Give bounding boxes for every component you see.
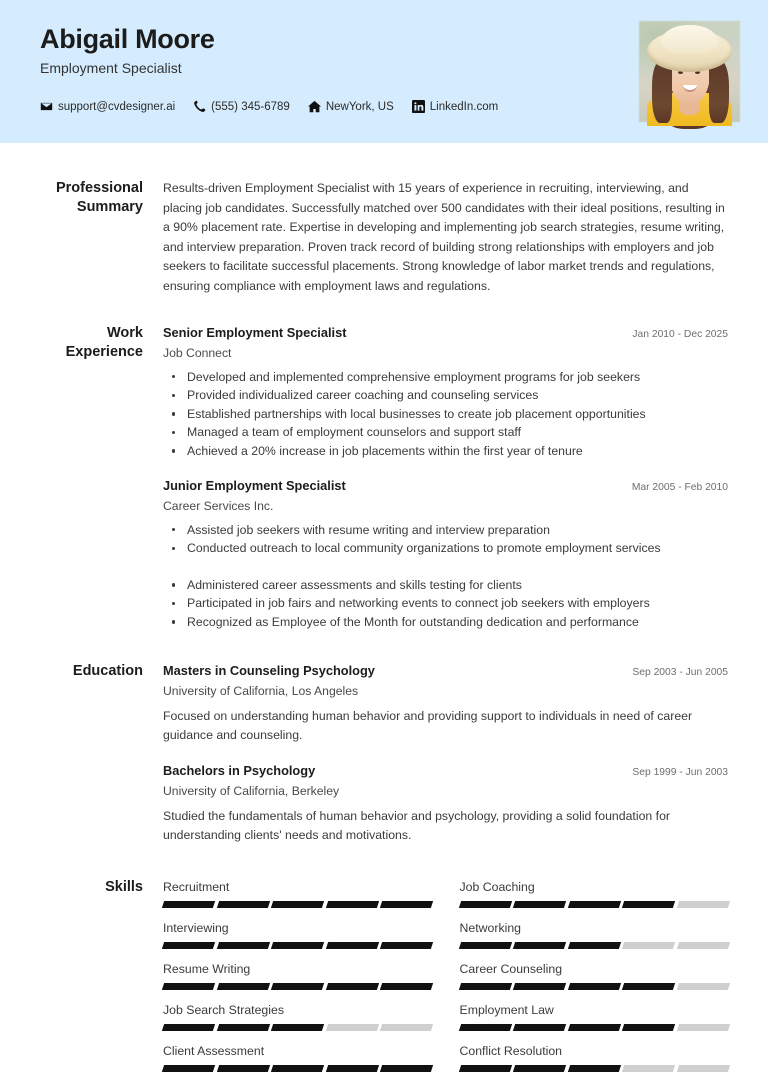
job-title: Employment Specialist <box>40 60 182 76</box>
contact-location[interactable] <box>308 100 394 113</box>
skill-level-segment <box>380 901 433 908</box>
skill-level-segment <box>216 1065 269 1072</box>
list-item: Provided individualized career coaching and counseling services <box>163 386 728 405</box>
education-entry-title: Masters in Counseling Psychology <box>163 662 375 678</box>
skill-level-segment <box>458 901 511 908</box>
summary-body <box>163 179 728 297</box>
skill-level-segment <box>216 942 269 949</box>
skill-name: Job Coaching <box>459 879 535 894</box>
skill-name: Job Search Strategies <box>163 1002 284 1017</box>
work-entry-date: Jan 2010 - Dec 2025 <box>632 328 728 340</box>
skill-item <box>460 960 729 1001</box>
skill-level-segment <box>325 1065 378 1072</box>
skill-name: Networking <box>459 920 522 935</box>
work-entry-title: Senior Employment Specialist <box>163 324 347 340</box>
skill-level-segment <box>676 942 729 949</box>
work-entry <box>163 324 728 461</box>
section-skills <box>40 846 728 1083</box>
skill-level-bar <box>460 1024 729 1031</box>
work-entry-bullets <box>163 368 728 461</box>
skill-level-segment <box>622 942 675 949</box>
skill-level-segment <box>567 1065 620 1072</box>
skill-name: Client Assessment <box>163 1043 265 1058</box>
education-entry-date: Sep 1999 - Jun 2003 <box>632 766 728 778</box>
education-entry-head <box>163 662 728 681</box>
home-icon <box>308 100 321 113</box>
education-entry <box>163 662 728 746</box>
work-entry-head <box>163 324 728 343</box>
skill-item <box>163 878 432 919</box>
skill-level-segment <box>513 942 566 949</box>
skill-level-bar <box>163 1065 432 1072</box>
skill-level-segment <box>216 983 269 990</box>
skill-level-segment <box>271 942 324 949</box>
contact-location-text: NewYork, US <box>325 100 394 113</box>
skill-level-segment <box>325 942 378 949</box>
skill-item <box>163 1042 432 1083</box>
list-item: Administered career assessments and skills testing for clients <box>163 576 728 595</box>
section-education <box>40 632 728 846</box>
skill-level-segment <box>271 1024 324 1031</box>
skill-level-segment <box>162 1065 215 1072</box>
section-label-summary: Professional Summary <box>55 180 143 215</box>
education-entry-head <box>163 762 728 781</box>
page-title: Abigail Moore <box>40 24 215 54</box>
skill-level-bar <box>163 942 432 949</box>
work-body <box>163 324 728 632</box>
contact-linkedin[interactable] <box>412 100 498 113</box>
skill-item <box>460 1042 729 1083</box>
skill-level-bar <box>163 901 432 908</box>
work-entry <box>163 477 728 632</box>
skill-level-segment <box>458 942 511 949</box>
list-item: Achieved a 20% increase in job placements within the first year of tenure <box>163 442 728 461</box>
linkedin-icon <box>412 100 425 113</box>
resume-body <box>0 143 768 1083</box>
phone-icon <box>193 100 206 113</box>
skill-level-segment <box>162 901 215 908</box>
skill-level-segment <box>622 901 675 908</box>
skill-level-bar <box>163 983 432 990</box>
education-entry-title: Bachelors in Psychology <box>163 762 316 778</box>
contact-row <box>40 100 728 113</box>
resume-header <box>0 0 768 143</box>
education-entry-organization: University of California, Berkeley <box>163 783 340 798</box>
skill-item <box>460 878 729 919</box>
skill-level-segment <box>458 1065 511 1072</box>
avatar-hair-left <box>652 61 672 123</box>
list-item: Recognized as Employee of the Month for outstanding dedication and performance <box>163 613 728 632</box>
skill-level-segment <box>676 1065 729 1072</box>
skill-level-segment <box>380 983 433 990</box>
contact-phone-text: (555) 345-6789 <box>211 100 290 113</box>
education-entry <box>163 762 728 846</box>
skill-level-segment <box>271 983 324 990</box>
avatar <box>639 21 740 122</box>
skill-level-segment <box>380 1024 433 1031</box>
work-entry-organization: Job Connect <box>163 345 232 360</box>
list-item: Established partnerships with local businesses to create job placement opportunities <box>163 405 728 424</box>
skill-level-segment <box>325 983 378 990</box>
skill-name: Resume Writing <box>163 961 251 976</box>
education-entry-date: Sep 2003 - Jun 2005 <box>632 666 728 678</box>
skill-level-segment <box>676 1024 729 1031</box>
skill-item <box>163 960 432 1001</box>
skill-name: Career Counseling <box>459 961 563 976</box>
skill-item <box>460 1001 729 1042</box>
skill-level-segment <box>380 1065 433 1072</box>
skill-level-segment <box>162 983 215 990</box>
skill-level-segment <box>380 942 433 949</box>
skill-level-segment <box>162 942 215 949</box>
skill-level-segment <box>216 901 269 908</box>
list-item: Developed and implemented comprehensive employment programs for job seekers <box>163 368 728 387</box>
skill-level-segment <box>567 1024 620 1031</box>
skill-level-bar <box>163 1024 432 1031</box>
education-entry-description: Focused on understanding human behavior and providing support to individuals in need of career guidance and counseling. <box>163 708 693 743</box>
skill-level-bar <box>460 942 729 949</box>
contact-email[interactable] <box>40 100 175 113</box>
skill-level-segment <box>622 1065 675 1072</box>
skill-level-segment <box>513 901 566 908</box>
skill-level-segment <box>676 983 729 990</box>
skill-level-bar <box>460 983 729 990</box>
skill-level-segment <box>271 901 324 908</box>
skill-level-segment <box>567 983 620 990</box>
skill-level-segment <box>162 1024 215 1031</box>
skill-name: Interviewing <box>163 920 229 935</box>
contact-email-text: support@cvdesigner.ai <box>58 100 176 113</box>
skill-level-segment <box>513 1065 566 1072</box>
work-entry-title: Junior Employment Specialist <box>163 477 346 493</box>
skill-level-segment <box>458 1024 511 1031</box>
section-label-skills: Skills <box>105 878 143 895</box>
skill-level-bar <box>460 901 729 908</box>
work-entry-bullets <box>163 521 728 632</box>
education-entry-organization: University of California, Los Angeles <box>163 683 359 698</box>
skill-level-segment <box>271 1065 324 1072</box>
section-work-experience <box>40 297 728 632</box>
section-label-education: Education <box>72 662 143 679</box>
skill-level-segment <box>513 1024 566 1031</box>
skill-level-segment <box>676 901 729 908</box>
section-label-work: Work Experience <box>65 324 143 360</box>
work-entry-organization: Career Services Inc. <box>163 498 274 513</box>
work-entry-date: Mar 2005 - Feb 2010 <box>631 481 728 493</box>
skill-name: Conflict Resolution <box>459 1043 563 1058</box>
section-professional-summary <box>40 143 728 297</box>
contact-linkedin-text: LinkedIn.com <box>429 100 499 113</box>
skill-item <box>163 919 432 960</box>
skill-level-segment <box>325 901 378 908</box>
envelope-icon <box>40 100 53 113</box>
skill-level-bar <box>460 1065 729 1072</box>
education-body <box>163 662 728 846</box>
skill-level-segment <box>622 1024 675 1031</box>
skill-level-segment <box>567 901 620 908</box>
summary-text: Results-driven Employment Specialist with 15 years of experience in recruiting, interviewing, and placing job candidates. Successfully matched over 500 candidates with their ideal positions, resulting in a 90% placement rate. Expertise in developing and implementing job search strategies, resume writing, and interview preparation. Proven track record of building strong relationships with employers and job seekers to facilitate successful placements. Strong knowledge of labor market trends and regulations, ensuring compliance with employment laws and regulations. <box>163 181 725 293</box>
skill-level-segment <box>513 983 566 990</box>
skill-level-segment <box>622 983 675 990</box>
skills-grid <box>163 878 728 1083</box>
avatar-hair-right <box>709 61 729 123</box>
skill-item <box>460 919 729 960</box>
skill-level-segment <box>458 983 511 990</box>
skills-body <box>163 878 728 1083</box>
list-item: Managed a team of employment counselors and support staff <box>163 423 728 442</box>
skill-level-segment <box>567 942 620 949</box>
list-item: Assisted job seekers with resume writing and interview preparation <box>163 521 728 540</box>
avatar-hat-crown <box>661 25 718 53</box>
skill-name: Recruitment <box>163 879 230 894</box>
list-item: Participated in job fairs and networking events to connect job seekers with employers <box>163 594 728 613</box>
work-entry-head <box>163 477 728 496</box>
skill-level-segment <box>325 1024 378 1031</box>
skill-item <box>163 1001 432 1042</box>
skill-level-segment <box>216 1024 269 1031</box>
skill-name: Employment Law <box>459 1002 554 1017</box>
list-item: Conducted outreach to local community organizations to promote employment services <box>163 539 728 558</box>
contact-phone[interactable] <box>193 100 290 113</box>
education-entry-description: Studied the fundamentals of human behavior and psychology, providing a solid foundation for understanding clients' needs and motivations. <box>163 808 671 843</box>
